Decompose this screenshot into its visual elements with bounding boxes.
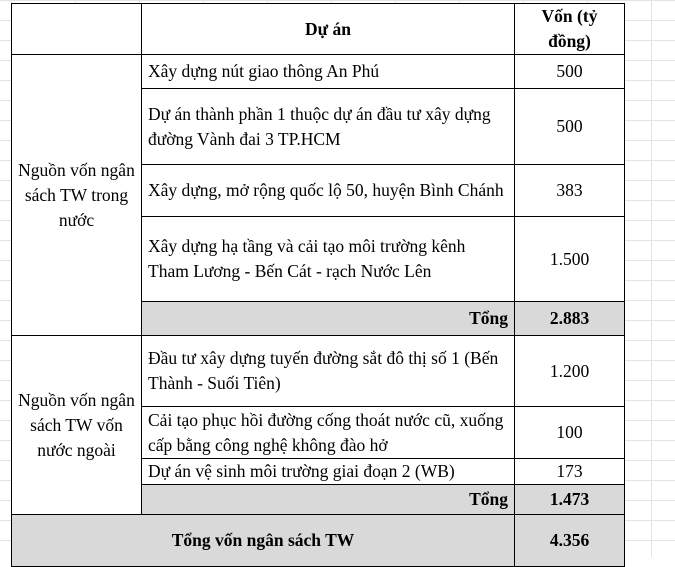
capital-cell: 1.500 <box>515 217 625 302</box>
project-cell: Xây dựng, mở rộng quốc lộ 50, huyện Bình Chánh <box>142 165 515 217</box>
header-row <box>12 4 625 55</box>
project-cell: Đầu tư xây dựng tuyến đường sắt đô thị số 1 (Bến Thành - Suối Tiên) <box>142 336 515 407</box>
capital-cell: 500 <box>515 55 625 89</box>
grand-total-row <box>12 515 625 567</box>
source-domestic: Nguồn vốn ngân sách TW trong nước <box>12 55 142 336</box>
capital-cell: 100 <box>515 407 625 459</box>
project-cell: Dự án thành phần 1 thuộc dự án đầu tư xây dựng đường Vành đai 3 TP.HCM <box>142 89 515 165</box>
project-cell: Dự án vệ sinh môi trường giai đoạn 2 (WB) <box>142 459 515 485</box>
subtotal-label: Tổng <box>142 485 515 515</box>
table-row <box>12 55 625 89</box>
project-cell: Cải tạo phục hồi đường cống thoát nước cũ, xuống cấp bằng công nghệ không đào hở <box>142 407 515 459</box>
project-cell: Xây dựng nút giao thông An Phú <box>142 55 515 89</box>
grand-total-label: Tổng vốn ngân sách TW <box>12 515 515 567</box>
capital-cell: 500 <box>515 89 625 165</box>
subtotal-label: Tổng <box>142 302 515 336</box>
project-cell: Xây dựng hạ tầng và cải tạo môi trường kênh Tham Lương - Bến Cát - rạch Nước Lên <box>142 217 515 302</box>
header-source-cell <box>12 4 142 55</box>
header-project: Dự án <box>142 4 515 55</box>
capital-cell: 173 <box>515 459 625 485</box>
subtotal-value: 1.473 <box>515 485 625 515</box>
grand-total-value: 4.356 <box>515 515 625 567</box>
header-capital: Vốn (tỷ đồng) <box>515 4 625 55</box>
capital-cell: 1.200 <box>515 336 625 407</box>
table-row <box>12 336 625 407</box>
source-foreign: Nguồn vốn ngân sách TW vốn nước ngoài <box>12 336 142 515</box>
capital-cell: 383 <box>515 165 625 217</box>
budget-table <box>11 3 625 567</box>
subtotal-value: 2.883 <box>515 302 625 336</box>
